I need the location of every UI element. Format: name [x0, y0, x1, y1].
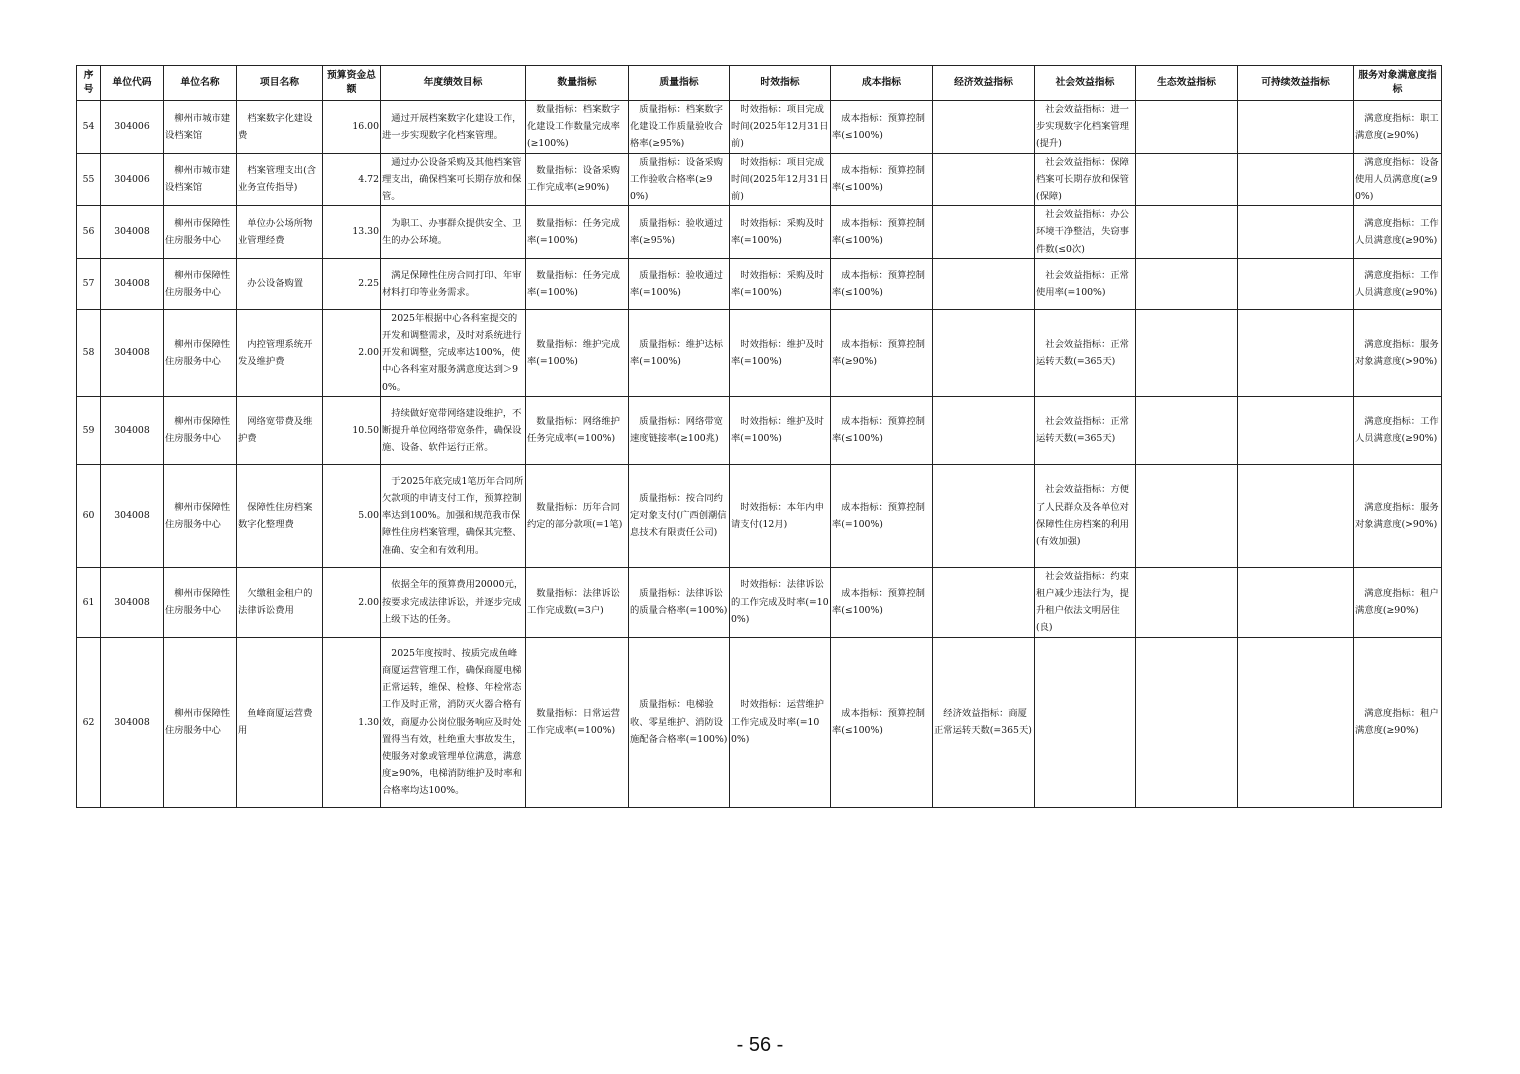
cell-economic	[933, 206, 1035, 259]
cell-ecological	[1136, 464, 1238, 567]
cell-economic	[933, 309, 1035, 396]
cell-project-name: 鱼峰商厦运营费用	[237, 637, 323, 807]
cell-annual-goal: 通过开展档案数字化建设工作，进一步实现数字化档案管理。	[381, 101, 526, 154]
cell-satisfaction: 满意度指标：服务对象满意度(>90%)	[1354, 309, 1442, 396]
header-unit-name: 单位名称	[164, 66, 237, 101]
cell-annual-goal: 依据全年的预算费用20000元，按要求完成法律诉讼，并逐步完成上级下达的任务。	[381, 567, 526, 637]
cell-satisfaction: 满意度指标：工作人员满意度(≥90%)	[1354, 396, 1442, 464]
cell-economic: 经济效益指标：商厦正常运转天数(=365天)	[933, 637, 1035, 807]
cell-unit-code: 304008	[101, 637, 164, 807]
cell-timeliness: 时效指标：采购及时率(=100%)	[730, 206, 831, 259]
cell-seq: 62	[77, 637, 101, 807]
cell-cost: 成本指标：预算控制率(≤100%)	[831, 153, 933, 206]
header-ecological: 生态效益指标	[1136, 66, 1238, 101]
cell-budget: 2.25	[323, 258, 381, 309]
cell-sustainable	[1238, 258, 1354, 309]
cell-unit-name: 柳州市保障性住房服务中心	[164, 206, 237, 259]
cell-social	[1035, 637, 1136, 807]
cell-project-name: 欠缴租金租户的法律诉讼费用	[237, 567, 323, 637]
header-cost: 成本指标	[831, 66, 933, 101]
cell-social: 社会效益指标：正常使用率(=100%)	[1035, 258, 1136, 309]
cell-seq: 56	[77, 206, 101, 259]
cell-unit-code: 304008	[101, 258, 164, 309]
cell-satisfaction: 满意度指标：服务对象满意度(>90%)	[1354, 464, 1442, 567]
cell-timeliness: 时效指标：采购及时率(=100%)	[730, 258, 831, 309]
cell-unit-name: 柳州市保障性住房服务中心	[164, 396, 237, 464]
cell-cost: 成本指标：预算控制率(≤100%)	[831, 206, 933, 259]
cell-project-name: 单位办公场所物业管理经费	[237, 206, 323, 259]
cell-annual-goal: 持续做好宽带网络建设维护，不断提升单位网络带宽条件，确保设施、设备、软件运行正常。	[381, 396, 526, 464]
cell-sustainable	[1238, 206, 1354, 259]
cell-unit-code: 304006	[101, 153, 164, 206]
cell-unit-name: 柳州市保障性住房服务中心	[164, 309, 237, 396]
cell-timeliness: 时效指标：项目完成时间(2025年12月31日前)	[730, 153, 831, 206]
cell-quality: 质量指标：档案数字化建设工作质量验收合格率(≥95%)	[629, 101, 730, 154]
cell-unit-code: 304008	[101, 396, 164, 464]
header-quality: 质量指标	[629, 66, 730, 101]
cell-project-name: 网络宽带费及维护费	[237, 396, 323, 464]
cell-unit-code: 304008	[101, 464, 164, 567]
cell-timeliness: 时效指标：项目完成时间(2025年12月31日前)	[730, 101, 831, 154]
cell-budget: 13.30	[323, 206, 381, 259]
table-row	[77, 309, 1442, 396]
cell-quantity: 数量指标：网络维护任务完成率(=100%)	[526, 396, 629, 464]
cell-timeliness: 时效指标：维护及时率(=100%)	[730, 396, 831, 464]
cell-budget: 10.50	[323, 396, 381, 464]
cell-quantity: 数量指标：历年合同约定的部分款项(=1笔)	[526, 464, 629, 567]
cell-satisfaction: 满意度指标：职工满意度(≥90%)	[1354, 101, 1442, 154]
cell-unit-name: 柳州市保障性住房服务中心	[164, 258, 237, 309]
page-number: - 56 -	[736, 1034, 784, 1056]
cell-unit-code: 304008	[101, 567, 164, 637]
cell-budget: 16.00	[323, 101, 381, 154]
cell-ecological	[1136, 637, 1238, 807]
cell-budget: 1.30	[323, 637, 381, 807]
cell-ecological	[1136, 567, 1238, 637]
cell-quantity: 数量指标：维护完成率(=100%)	[526, 309, 629, 396]
cell-economic	[933, 396, 1035, 464]
cell-quantity: 数量指标：法律诉讼工作完成数(=3户)	[526, 567, 629, 637]
cell-quantity: 数量指标：任务完成率(=100%)	[526, 206, 629, 259]
header-project-name: 项目名称	[237, 66, 323, 101]
table-row	[77, 637, 1442, 807]
header-sustainable: 可持续效益指标	[1238, 66, 1354, 101]
cell-sustainable	[1238, 153, 1354, 206]
cell-cost: 成本指标：预算控制率(≤100%)	[831, 637, 933, 807]
header-economic: 经济效益指标	[933, 66, 1035, 101]
cell-project-name: 保障性住房档案数字化整理费	[237, 464, 323, 567]
cell-social: 社会效益指标：保障档案可长期存放和保管(保障)	[1035, 153, 1136, 206]
cell-seq: 58	[77, 309, 101, 396]
table-row	[77, 206, 1442, 259]
cell-quality: 质量指标：维护达标率(=100%)	[629, 309, 730, 396]
cell-ecological	[1136, 153, 1238, 206]
cell-satisfaction: 满意度指标：工作人员满意度(≥90%)	[1354, 206, 1442, 259]
cell-budget: 4.72	[323, 153, 381, 206]
cell-annual-goal: 2025年度按时、按质完成鱼峰商厦运营管理工作，确保商厦电梯正常运转，维保、检修、年检常态工作及时正常，消防灭火器合格有效，商厦办公岗位服务响应及时处置得当有效，杜绝重大事故发生，使服务对象或管理单位满意，满意度≥90%，电梯消防维护及时率和合格率均达100%。	[381, 637, 526, 807]
cell-satisfaction: 满意度指标：租户满意度(≥90%)	[1354, 637, 1442, 807]
cell-social: 社会效益指标：正常运转天数(=365天)	[1035, 309, 1136, 396]
header-social: 社会效益指标	[1035, 66, 1136, 101]
cell-seq: 54	[77, 101, 101, 154]
cell-quality: 质量指标：按合同约定对象支付(广西创潮信息技术有限责任公司)	[629, 464, 730, 567]
cell-timeliness: 时效指标：法律诉讼的工作完成及时率(=100%)	[730, 567, 831, 637]
table-row	[77, 101, 1442, 154]
cell-unit-name: 柳州市保障性住房服务中心	[164, 464, 237, 567]
cell-project-name: 办公设备购置	[237, 258, 323, 309]
cell-quantity: 数量指标：档案数字化建设工作数量完成率(≥100%)	[526, 101, 629, 154]
cell-sustainable	[1238, 567, 1354, 637]
performance-target-table	[76, 65, 1442, 808]
table-row	[77, 153, 1442, 206]
table-row	[77, 464, 1442, 567]
cell-sustainable	[1238, 309, 1354, 396]
cell-sustainable	[1238, 464, 1354, 567]
header-row	[77, 66, 1442, 101]
cell-social: 社会效益指标：正常运转天数(=365天)	[1035, 396, 1136, 464]
cell-unit-name: 柳州市城市建设档案馆	[164, 153, 237, 206]
cell-annual-goal: 为职工、办事群众提供安全、卫生的办公环境。	[381, 206, 526, 259]
header-annual-goal: 年度绩效目标	[381, 66, 526, 101]
header-quantity: 数量指标	[526, 66, 629, 101]
header-timeliness: 时效指标	[730, 66, 831, 101]
cell-economic	[933, 258, 1035, 309]
cell-unit-code: 304008	[101, 309, 164, 396]
cell-cost: 成本指标：预算控制率(≤100%)	[831, 396, 933, 464]
cell-ecological	[1136, 258, 1238, 309]
cell-satisfaction: 满意度指标：租户满意度(≥90%)	[1354, 567, 1442, 637]
cell-unit-name: 柳州市城市建设档案馆	[164, 101, 237, 154]
cell-ecological	[1136, 396, 1238, 464]
cell-cost: 成本指标：预算控制率(=100%)	[831, 464, 933, 567]
cell-quality: 质量指标：设备采购工作验收合格率(≥90%)	[629, 153, 730, 206]
cell-quality: 质量指标：验收通过率(=100%)	[629, 258, 730, 309]
table-row	[77, 396, 1442, 464]
cell-ecological	[1136, 206, 1238, 259]
cell-budget: 2.00	[323, 309, 381, 396]
cell-quantity: 数量指标：设备采购工作完成率(≥90%)	[526, 153, 629, 206]
cell-satisfaction: 满意度指标：工作人员满意度(≥90%)	[1354, 258, 1442, 309]
cell-unit-name: 柳州市保障性住房服务中心	[164, 567, 237, 637]
cell-social: 社会效益指标：办公环境干净整洁，失窃事件数(≤0次)	[1035, 206, 1136, 259]
table-row	[77, 258, 1442, 309]
cell-annual-goal: 于2025年底完成1笔历年合同所欠款项的申请支付工作，预算控制率达到100%。加强和规范我市保障性住房档案管理，确保其完整、准确、安全和有效利用。	[381, 464, 526, 567]
cell-seq: 57	[77, 258, 101, 309]
cell-annual-goal: 满足保障性住房合同打印、年审材料打印等业务需求。	[381, 258, 526, 309]
table-row	[77, 567, 1442, 637]
cell-quality: 质量指标：验收通过率(≥95%)	[629, 206, 730, 259]
cell-unit-code: 304008	[101, 206, 164, 259]
cell-cost: 成本指标：预算控制率(≤100%)	[831, 101, 933, 154]
cell-unit-code: 304006	[101, 101, 164, 154]
cell-economic	[933, 153, 1035, 206]
cell-seq: 59	[77, 396, 101, 464]
header-budget: 预算资金总额	[323, 66, 381, 101]
header-satisfaction: 服务对象满意度指标	[1354, 66, 1442, 101]
cell-sustainable	[1238, 637, 1354, 807]
cell-economic	[933, 567, 1035, 637]
cell-timeliness: 时效指标：本年内申请支付(12月)	[730, 464, 831, 567]
cell-unit-name: 柳州市保障性住房服务中心	[164, 637, 237, 807]
cell-satisfaction: 满意度指标：设备使用人员满意度(≥90%)	[1354, 153, 1442, 206]
cell-budget: 2.00	[323, 567, 381, 637]
cell-seq: 61	[77, 567, 101, 637]
cell-timeliness: 时效指标：运营维护工作完成及时率(=100%)	[730, 637, 831, 807]
cell-cost: 成本指标：预算控制率(≤100%)	[831, 258, 933, 309]
cell-social: 社会效益指标：进一步实现数字化档案管理(提升)	[1035, 101, 1136, 154]
cell-ecological	[1136, 309, 1238, 396]
cell-quantity: 数量指标：任务完成率(=100%)	[526, 258, 629, 309]
cell-sustainable	[1238, 101, 1354, 154]
cell-annual-goal: 通过办公设备采购及其他档案管理支出，确保档案可长期存放和保管。	[381, 153, 526, 206]
header-unit-code: 单位代码	[101, 66, 164, 101]
cell-social: 社会效益指标：约束租户减少违法行为，提升租户依法文明居住(良)	[1035, 567, 1136, 637]
cell-project-name: 档案数字化建设费	[237, 101, 323, 154]
cell-quality: 质量指标：法律诉讼的质量合格率(=100%)	[629, 567, 730, 637]
cell-cost: 成本指标：预算控制率(≥90%)	[831, 309, 933, 396]
cell-quality: 质量指标：电梯验收、零星维护、消防设施配备合格率(=100%)	[629, 637, 730, 807]
cell-quantity: 数量指标：日常运营工作完成率(=100%)	[526, 637, 629, 807]
cell-annual-goal: 2025年根据中心各科室提交的开发和调整需求，及时对系统进行开发和调整，完成率达100%，使中心各科室对服务满意度达到＞90%。	[381, 309, 526, 396]
header-seq: 序号	[77, 66, 101, 101]
cell-seq: 60	[77, 464, 101, 567]
cell-economic	[933, 101, 1035, 154]
cell-budget: 5.00	[323, 464, 381, 567]
cell-sustainable	[1238, 396, 1354, 464]
cell-ecological	[1136, 101, 1238, 154]
cell-social: 社会效益指标：方便了人民群众及各单位对保障性住房档案的利用(有效加强)	[1035, 464, 1136, 567]
cell-quality: 质量指标：网络带宽速度链接率(≥100兆)	[629, 396, 730, 464]
cell-project-name: 内控管理系统开发及维护费	[237, 309, 323, 396]
cell-timeliness: 时效指标：维护及时率(=100%)	[730, 309, 831, 396]
cell-cost: 成本指标：预算控制率(≤100%)	[831, 567, 933, 637]
cell-economic	[933, 464, 1035, 567]
cell-project-name: 档案管理支出(含业务宣传指导)	[237, 153, 323, 206]
cell-seq: 55	[77, 153, 101, 206]
